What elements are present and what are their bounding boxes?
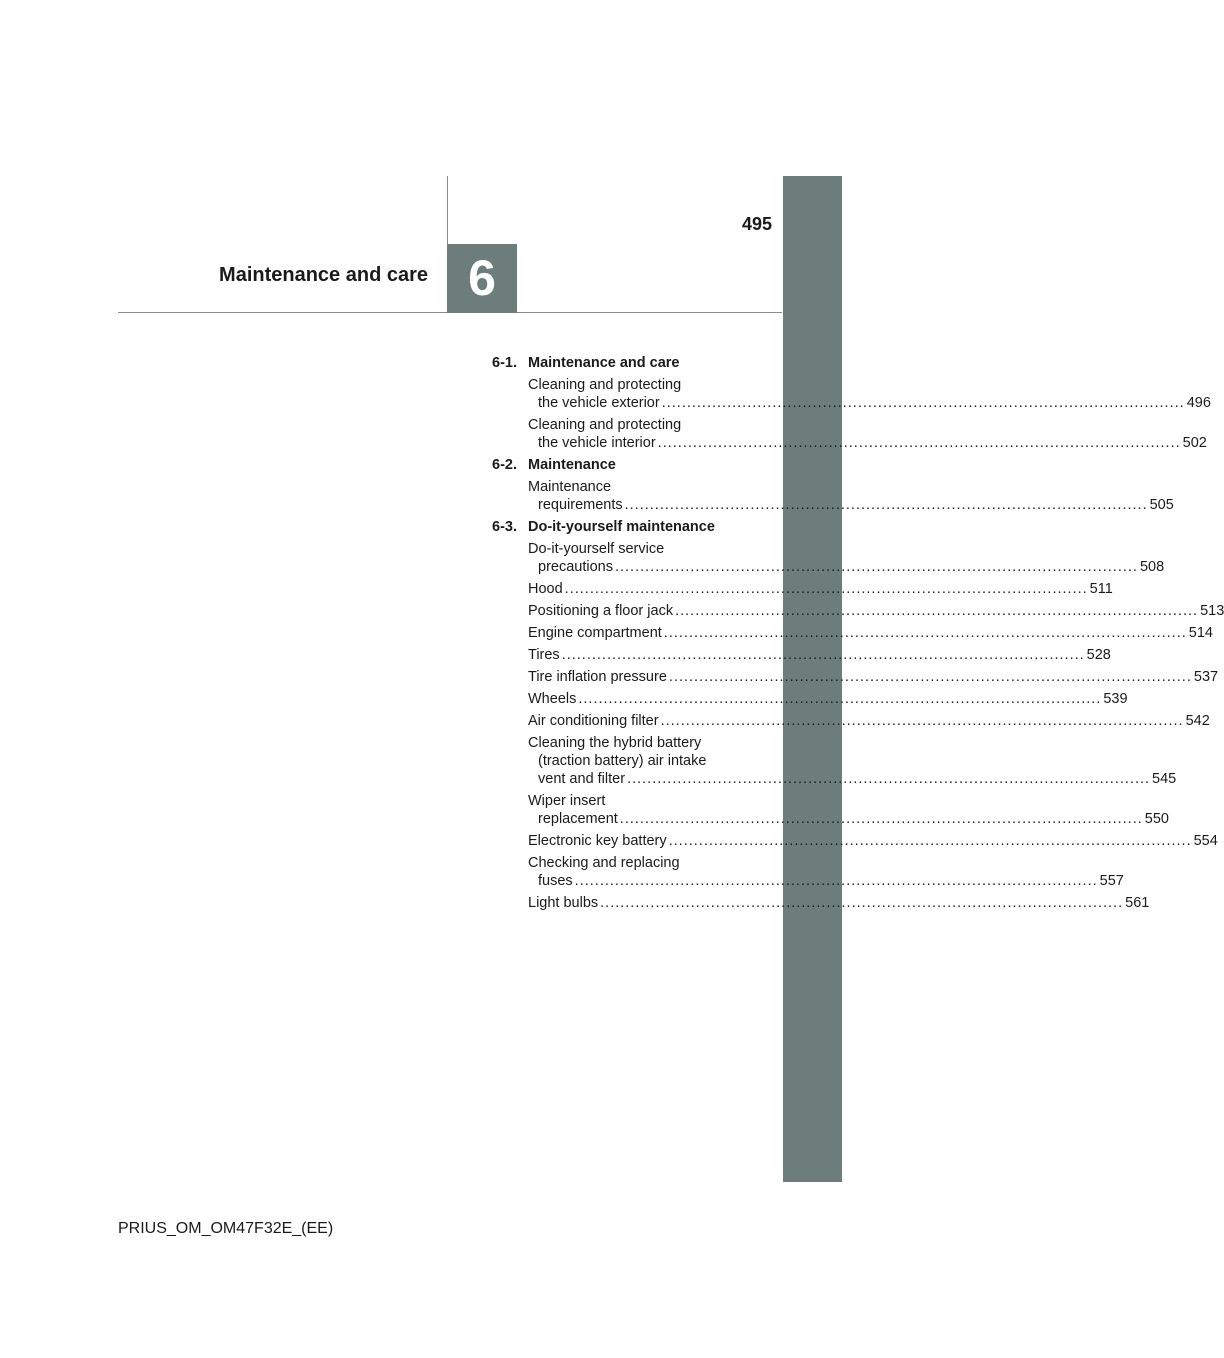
toc-entry-text: (traction battery) air intake xyxy=(538,753,707,769)
toc-section-heading xyxy=(492,518,738,536)
toc-dot-leader xyxy=(575,873,1098,889)
toc-dot-leader xyxy=(625,497,1148,513)
toc-section-title: Maintenance xyxy=(528,457,616,473)
toc-dot-leader xyxy=(669,833,1192,849)
toc-entry[interactable] xyxy=(528,646,1111,664)
toc-entry-text: Cleaning and protecting xyxy=(528,417,682,433)
toc-entry-text: Hood xyxy=(528,581,563,597)
toc-entry[interactable] xyxy=(528,602,1224,620)
toc-entry-text: Cleaning and protecting xyxy=(528,377,682,393)
toc-entry[interactable] xyxy=(528,894,1150,912)
toc-entry-page: 542 xyxy=(1185,713,1210,729)
toc-entry-text: Cleaning the hybrid battery xyxy=(528,735,702,751)
toc-entry-text: Checking and replacing xyxy=(528,855,680,871)
toc-dot-leader xyxy=(620,811,1143,827)
toc-entry[interactable] xyxy=(528,668,1219,686)
toc-dot-leader xyxy=(627,771,1150,787)
toc-entry-page: 514 xyxy=(1188,625,1213,641)
toc-entry-page: 550 xyxy=(1144,811,1169,827)
toc-entry-page: 557 xyxy=(1099,873,1124,889)
toc-entry-page: 528 xyxy=(1086,647,1111,663)
toc-entry[interactable] xyxy=(528,690,1128,708)
toc-entry-page: 502 xyxy=(1182,435,1207,451)
toc-entry-text: the vehicle exterior xyxy=(538,395,660,411)
toc-dot-leader xyxy=(578,691,1101,707)
toc-entry-page: 508 xyxy=(1139,559,1165,575)
toc-dot-leader xyxy=(600,895,1123,911)
toc-entry-page: 496 xyxy=(1186,395,1211,411)
toc-section-number: 6-3. xyxy=(492,519,517,535)
toc-dot-leader xyxy=(658,435,1181,451)
toc-dot-leader xyxy=(562,647,1085,663)
toc-entry-text: Tires xyxy=(528,647,560,663)
toc-entry-page: 539 xyxy=(1103,691,1128,707)
toc-entry-text: Tire inflation pressure xyxy=(528,669,667,685)
toc-dot-leader xyxy=(615,559,1138,575)
toc-entry-page: 561 xyxy=(1125,895,1150,911)
toc-entry[interactable] xyxy=(528,624,1213,642)
toc-dot-leader xyxy=(662,395,1185,411)
toc-entry-text: Engine compartment xyxy=(528,625,662,641)
toc-entry-page: 513 xyxy=(1200,603,1224,619)
toc-entry[interactable] xyxy=(528,478,1174,514)
toc-entry-text: Light bulbs xyxy=(528,895,599,911)
toc-entry[interactable] xyxy=(528,712,1210,730)
toc-entry-text: precautions xyxy=(538,559,613,575)
toc-entry[interactable] xyxy=(528,416,1207,452)
toc-entry[interactable] xyxy=(528,540,1165,576)
toc-entry[interactable] xyxy=(528,580,1113,598)
toc-entry-text: replacement xyxy=(538,811,618,827)
toc-dot-leader xyxy=(664,625,1187,641)
toc-entry-text: fuses xyxy=(538,873,573,889)
toc-entry[interactable] xyxy=(528,734,1177,788)
toc-entry-page: 554 xyxy=(1193,833,1218,849)
toc-entry-page: 545 xyxy=(1152,771,1177,787)
toc-entry[interactable] xyxy=(528,792,1169,828)
toc-dot-leader xyxy=(565,581,1088,597)
toc-dot-leader xyxy=(675,603,1198,619)
chapter-number-badge: 6 xyxy=(447,244,517,313)
toc-dot-leader xyxy=(661,713,1184,729)
toc-entry-text: the vehicle interior xyxy=(538,435,656,451)
toc-entry-text: Air conditioning filter xyxy=(528,713,659,729)
toc-entry-text: requirements xyxy=(538,497,623,513)
footer-document-code: PRIUS_OM_OM47F32E_(EE) xyxy=(118,1220,334,1237)
table-of-contents xyxy=(492,352,1224,916)
toc-entry[interactable] xyxy=(528,854,1124,890)
toc-entry[interactable] xyxy=(528,376,1211,412)
toc-entry-text: Maintenance xyxy=(528,479,612,495)
toc-section-heading xyxy=(492,354,738,372)
toc-entry[interactable] xyxy=(528,832,1218,850)
toc-entry-text: vent and filter xyxy=(538,771,626,787)
toc-entry-text: Do-it-yourself service xyxy=(528,541,665,557)
toc-entry-text: Wiper insert xyxy=(528,793,606,809)
toc-section-number: 6-2. xyxy=(492,457,517,473)
section-title: Maintenance and care xyxy=(219,264,428,286)
toc-section-title: Do-it-yourself maintenance xyxy=(528,519,715,535)
toc-section-number: 6-1. xyxy=(492,355,517,371)
toc-section-title: Maintenance and care xyxy=(528,355,680,371)
toc-entry-text: Positioning a floor jack xyxy=(528,603,674,619)
page-number: 495 xyxy=(741,214,772,234)
toc-dot-leader xyxy=(669,669,1192,685)
toc-entry-page: 505 xyxy=(1149,497,1174,513)
toc-entry-page: 511 xyxy=(1089,581,1113,597)
toc-entry-text: Electronic key battery xyxy=(528,833,667,849)
toc-entry-page: 537 xyxy=(1193,669,1219,685)
toc-entry-text: Wheels xyxy=(528,691,577,707)
toc-section-heading xyxy=(492,456,738,474)
